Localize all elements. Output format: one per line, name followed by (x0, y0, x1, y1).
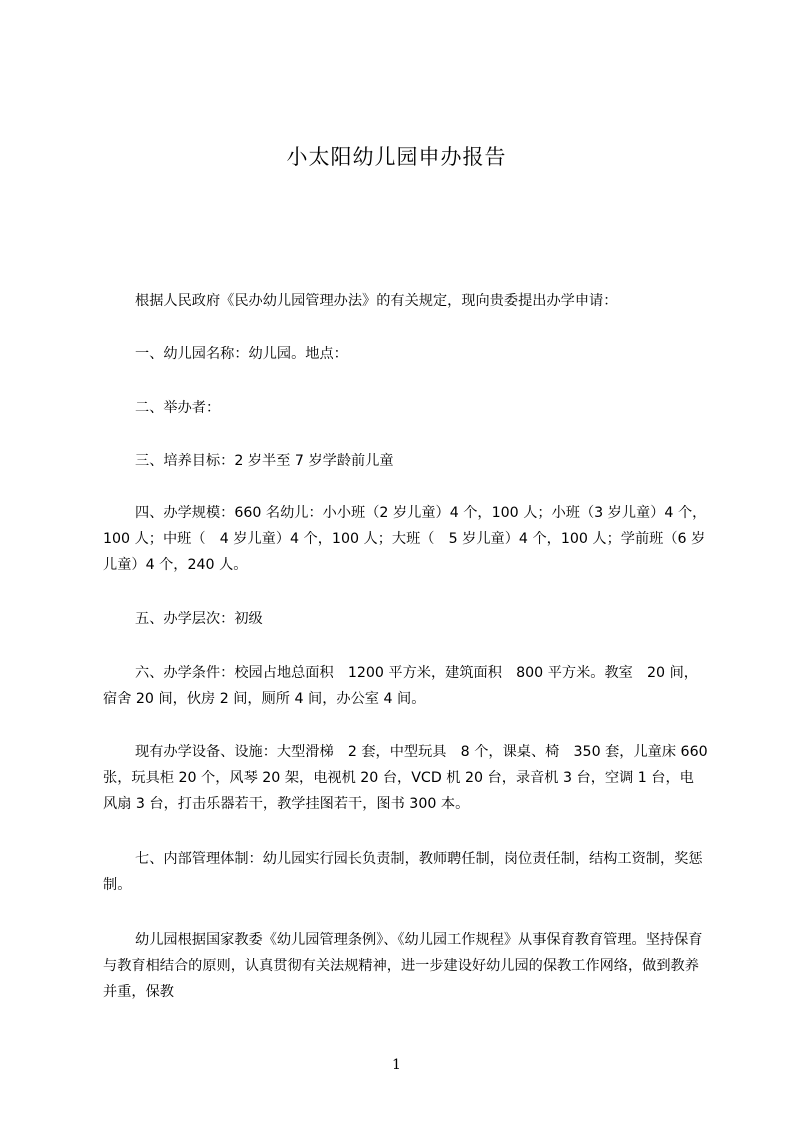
paragraph-training-goal: 三、培养目标：2 岁半至 7 岁学龄前儿童 (135, 453, 394, 469)
paragraph-kindergarten-name: 一、幼儿园名称：幼儿园。地点： (135, 346, 348, 362)
paragraph-school-scale: 四、办学规模：660 名幼儿：小小班（2 岁儿童）4 个，100 人；小班（3 岁儿童）4 个，100 人；中班（ 4 岁儿童）4 个，100 人；大班（ 5 岁儿童）4 个，100 人；学前班（6 岁儿童）4 个，240 人。 (103, 505, 707, 573)
document-title: 小太阳幼儿园申办报告 (286, 145, 507, 169)
paragraph-school-conditions: 六、办学条件：校园占地总面积 1200 平方米，建筑面积 800 平方米。教室 20 间，宿舍 20 间，伙房 2 间，厕所 4 间，办公室 4 间。 (103, 665, 698, 707)
paragraph-intro: 根据人民政府《民办幼儿园管理办法》的有关规定，现向贵委提出办学申请： (135, 293, 618, 309)
paragraph-regulations: 幼儿园根据国家教委《幼儿园管理条例》、《幼儿园工作规程》从事保育教育管理。坚持保育与教育相结合的原则，认真贯彻有关法规精神，进一步建设好幼儿园的保教工作网络，做到教养并重，保教 (103, 932, 703, 1000)
page-number: 1 (392, 1057, 401, 1073)
paragraph-equipment: 现有办学设备、设施：大型滑梯 2 套，中型玩具 8 个，课桌、椅 350 套，儿童床 660 张，玩具柜 20 个，风琴 20 架，电视机 20 台，VCD 机 20 台，录音机 3 台，空调 1 台，电风扇 3 台，打击乐器若干，教学挂图若干，图书 300 本。 (103, 744, 708, 812)
paragraph-organizer: 二、举办者： (135, 400, 221, 416)
paragraph-management: 七、内部管理体制：幼儿园实行园长负责制，教师聘任制，岗位责任制，结构工资制，奖惩制。 (103, 851, 703, 893)
paragraph-school-level: 五、办学层次：初级 (135, 611, 263, 627)
